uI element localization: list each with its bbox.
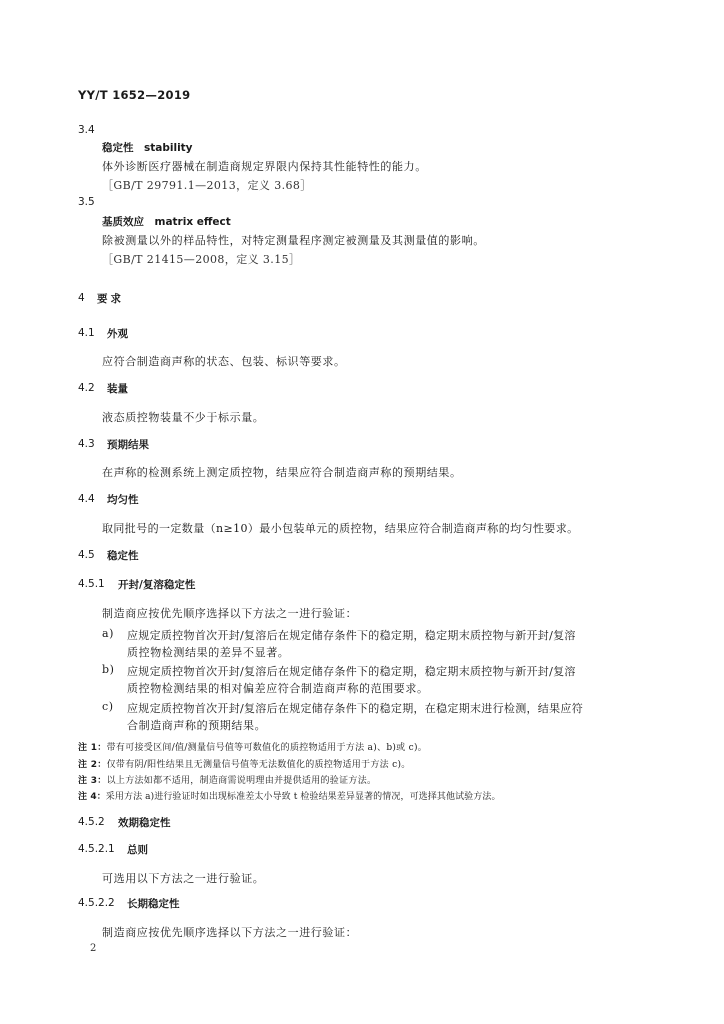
clause-number-4-5-1: 4.5.1 <box>78 578 105 590</box>
note-3 <box>78 773 376 786</box>
list-item-text: 质控物检测结果的相对偏差应符合制造商声称的范围要求。 <box>127 682 429 695</box>
clause-number-4-5-2: 4.5.2 <box>78 816 105 828</box>
list-item-text: 应规定质控物首次开封/复溶后在规定储存条件下的稳定期，稳定期末质控物与新开封/复溶 <box>127 665 576 678</box>
clause-title-shelf-life-stability: 效期稳定性 <box>118 817 171 829</box>
list-item-text: 合制造商声称的预期结果。 <box>127 719 267 732</box>
definition-stability: 体外诊断医疗器械在制造商规定界限内保持其性能特性的能力。 <box>102 160 427 173</box>
clause-number-4-5: 4.5 <box>78 549 95 561</box>
clause-number-4-4: 4.4 <box>78 493 95 505</box>
clause-title-stability: 稳定性 <box>107 550 139 562</box>
note-text: 以上方法如都不适用，制造商需说明理由并提供适用的验证方法。 <box>106 776 377 786</box>
clause-title-fill-volume: 装量 <box>107 383 128 395</box>
clause-number-4-3: 4.3 <box>78 438 95 450</box>
note-text: 带有可接受区间/值/测量信号值等可数值化的质控物适用于方法 a)、b)或 c)。 <box>106 743 428 753</box>
list-item-label: b) <box>102 663 115 676</box>
definition-matrix-effect: 除被测量以外的样品特性，对特定测量程序测定被测量及其测量值的影响。 <box>102 234 485 247</box>
list-item-label: a) <box>102 627 115 640</box>
reference-stability: ［GB/T 29791.1—2013，定义 3.68］ <box>102 179 312 192</box>
reference-matrix-effect: ［GB/T 21415—2008，定义 3.15］ <box>102 253 301 266</box>
clause-text-appearance: 应符合制造商声称的状态、包装、标识等要求。 <box>102 355 346 368</box>
clause-text-homogeneity: 取同批号的一定数量（n≥10）最小包装单元的质控物，结果应符合制造商声称的均匀性要求。 <box>102 522 579 535</box>
clause-title-general: 总则 <box>127 844 148 856</box>
list-item-label: c) <box>102 700 114 713</box>
clause-number-3-4: 3.4 <box>78 124 95 136</box>
clause-title-open-stability: 开封/复溶稳定性 <box>118 579 196 591</box>
note-1 <box>78 740 427 753</box>
clause-title-appearance: 外观 <box>107 328 128 340</box>
clause-number-3-5: 3.5 <box>78 196 95 208</box>
list-item-text: 应规定质控物首次开封/复溶后在规定储存条件下的稳定期，稳定期末质控物与新开封/复溶 <box>127 629 576 642</box>
chapter-number-4: 4 <box>78 292 85 304</box>
list-item-text: 质控物检测结果的差异不显著。 <box>127 646 290 659</box>
clause-number-4-5-2-2: 4.5.2.2 <box>78 897 115 909</box>
clause-text-expected-results: 在声称的检测系统上测定质控物，结果应符合制造商声称的预期结果。 <box>102 466 462 479</box>
clause-text-fill-volume: 液态质控物装量不少于标示量。 <box>102 411 265 424</box>
term-matrix-effect: 基质效应 matrix effect <box>102 216 231 228</box>
clause-intro-open-stability: 制造商应按优先顺序选择以下方法之一进行验证： <box>102 607 358 620</box>
clause-text-long-term-stability: 制造商应按优先顺序选择以下方法之一进行验证： <box>102 926 358 939</box>
note-label: 注 3： <box>78 776 107 786</box>
note-text: 采用方法 a)进行验证时如出现标准差太小导致 t 检验结果差异显著的情况，可选择其他试验方法。 <box>105 792 501 802</box>
note-label: 注 1： <box>78 743 107 753</box>
clause-title-long-term-stability: 长期稳定性 <box>127 898 180 910</box>
clause-number-4-1: 4.1 <box>78 327 95 339</box>
clause-number-4-2: 4.2 <box>78 382 95 394</box>
clause-title-expected-results: 预期结果 <box>107 439 149 451</box>
note-4 <box>78 789 501 802</box>
list-item-text: 应规定质控物首次开封/复溶后在规定储存条件下的稳定期，在稳定期末进行检测，结果应符 <box>127 702 584 715</box>
clause-title-homogeneity: 均匀性 <box>107 494 139 506</box>
clause-number-4-5-2-1: 4.5.2.1 <box>78 843 115 855</box>
chapter-title-requirements: 要求 <box>97 293 124 305</box>
note-label: 注 4： <box>78 792 106 802</box>
note-2 <box>78 757 411 770</box>
standard-number-header: YY/T 1652—2019 <box>78 88 191 102</box>
page-number: 2 <box>90 943 97 954</box>
note-text: 仅带有阴/阳性结果且无测量信号值等无法数值化的质控物适用于方法 c)。 <box>106 760 411 770</box>
clause-text-general: 可选用以下方法之一进行验证。 <box>102 872 265 885</box>
note-label: 注 2： <box>78 760 107 770</box>
term-stability: 稳定性 stability <box>102 142 193 154</box>
